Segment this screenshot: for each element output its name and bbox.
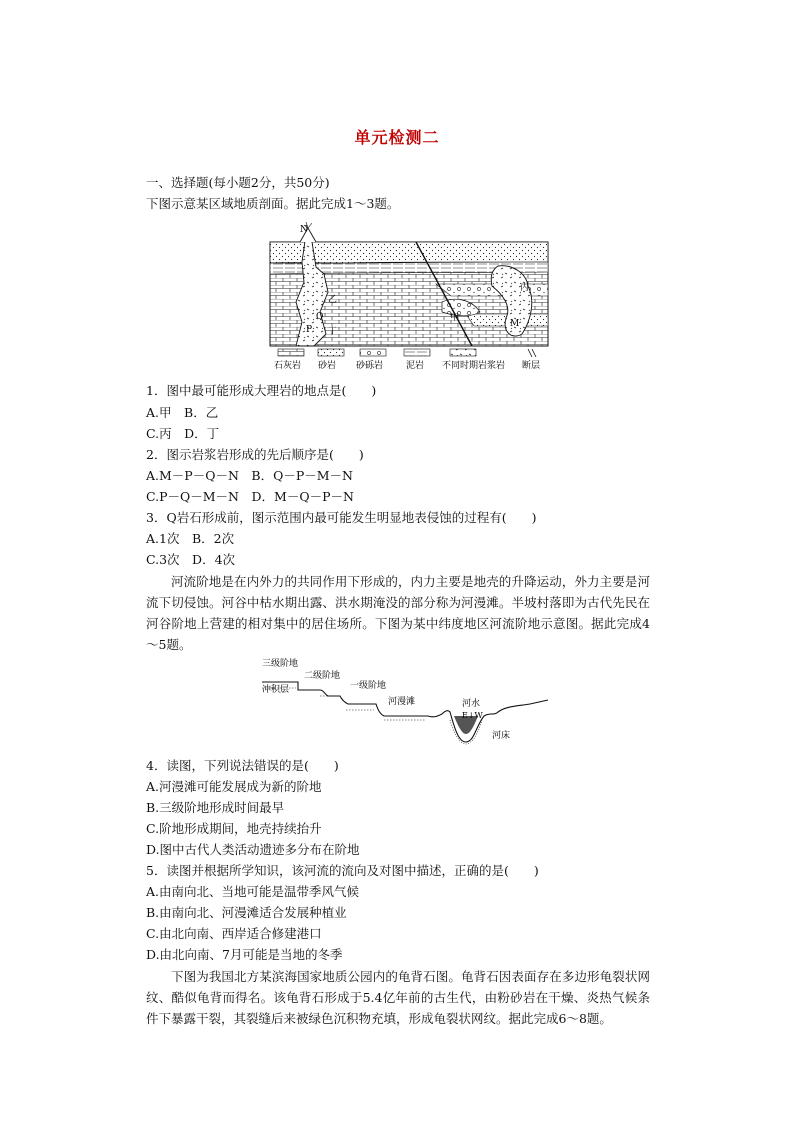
q2-option-d: D．M－Q－P－N <box>251 489 354 504</box>
q2-option-a: A.M－P－Q－N <box>146 468 239 483</box>
q5-stem: 5．读图并根据所学知识，该河流的流向及对图中描述，正确的是( ) <box>146 863 539 878</box>
q2-stem: 2．图示岩浆岩形成的先后顺序是( ) <box>146 447 364 462</box>
q1-option-b: B．乙 <box>184 405 219 420</box>
q3-option-d: D．4次 <box>192 552 236 567</box>
q5-option-a: A.由南向北、当地可能是温带季风气候 <box>146 884 360 899</box>
q3-options-row1 <box>146 530 234 548</box>
label-river-water: 河水 <box>462 699 481 709</box>
label-riverbed: 河床 <box>492 731 511 741</box>
marker-p: P <box>306 325 313 335</box>
q1-options-row1 <box>146 404 218 422</box>
marker-q: Q <box>316 312 324 322</box>
legend <box>274 349 540 371</box>
legend-mudstone: 泥岩 <box>406 361 425 371</box>
q4-option-a: A.河漫滩可能发展成为新的阶地 <box>146 779 322 794</box>
river-terrace-figure <box>258 654 550 750</box>
legend-fault: 断层 <box>522 361 541 371</box>
q2-option-c: C.P－Q－M－N <box>146 489 239 504</box>
q4-option-c: C.阶地形成期间，地壳持续抬升 <box>146 821 322 836</box>
q1-option-a: A.甲 <box>146 405 172 420</box>
section-heading: 一、选择题(每小题2分，共50分) <box>146 175 330 190</box>
q4-stem: 4．读图，下列说法错误的是( ) <box>146 758 339 773</box>
q5-option-d: D.由北向南、7月可能是当地的冬季 <box>146 947 343 962</box>
q1-option-c: C.丙 <box>146 426 172 441</box>
q3-option-c: C.3次 <box>146 552 180 567</box>
q3-stem: 3．Q岩石形成前，图示范围内最可能发生明显地表侵蚀的过程有( ) <box>146 510 537 525</box>
label-terrace-3: 三级阶地 <box>262 659 299 669</box>
marker-ding: 丁 <box>328 327 338 337</box>
q3-options-row2 <box>146 551 235 569</box>
label-east-west: E↓W <box>462 711 483 720</box>
q2-options-row2 <box>146 488 354 506</box>
geologic-section-figure <box>266 222 550 372</box>
q3-option-a: A.1次 <box>146 531 180 546</box>
q5-option-c: C.由北向南、西岸适合修建港口 <box>146 926 322 941</box>
q4-option-d: D.图中古代人类活动遗迹多分布在阶地 <box>146 842 360 857</box>
marker-bing: 丙 <box>520 283 530 293</box>
q5-option-b: B.由南向北、河漫滩适合发展种植业 <box>146 905 347 920</box>
label-alluvium: 冲积层 <box>262 685 290 695</box>
legend-limestone: 石灰岩 <box>274 361 302 371</box>
q1-stem: 1．图中最可能形成大理岩的地点是( ) <box>146 383 377 398</box>
marker-jia: 甲 <box>450 313 460 323</box>
marker-m: M <box>510 319 520 329</box>
marker-yi: 乙 <box>328 295 338 305</box>
q4-option-b: B.三级阶地形成时间最早 <box>146 800 285 815</box>
label-terrace-2: 二级阶地 <box>304 671 341 681</box>
legend-sandstone: 砂岩 <box>318 361 337 371</box>
q2-options-row1 <box>146 467 353 485</box>
q1-options-row2 <box>146 425 219 443</box>
intro-geology: 下图示意某区域地质剖面。据此完成1～3题。 <box>146 196 400 211</box>
label-terrace-1: 一级阶地 <box>350 681 387 691</box>
q1-option-d: D．丁 <box>184 426 220 441</box>
legend-conglomerate: 砂砾岩 <box>356 361 384 371</box>
q2-option-b: B．Q－P－M－N <box>251 468 353 483</box>
q3-option-b: B．2次 <box>191 531 235 546</box>
legend-igneous: 不同时期岩浆岩 <box>442 361 506 371</box>
page-title: 单元检测二 <box>354 128 440 147</box>
label-floodplain: 河漫滩 <box>388 697 416 707</box>
marker-n: N <box>300 225 308 235</box>
intro-river-terrace: 河流阶地是在内外力的共同作用下形成的，内力主要是地壳的升降运动，外力主要是河流下切侵蚀。河谷中枯水期出露、洪水期淹没的部分称为河漫滩。半坡村落即为古代先民在河谷阶地上营建的相对集中的居住场所。下图为某中纬度地区河流阶地示意图。据此完成4～5题。 <box>146 574 650 652</box>
intro-turtle-stone: 下图为我国北方某滨海国家地质公园内的龟背石图。龟背石因表面存在多边形龟裂状网纹、酷似龟背而得名。该龟背石形成于5.4亿年前的古生代，由粉砂岩在干燥、炎热气候条件下暴露干裂，其裂缝后来被绿色沉积物充填，形成龟裂状网纹。据此完成6～8题。 <box>146 969 650 1026</box>
